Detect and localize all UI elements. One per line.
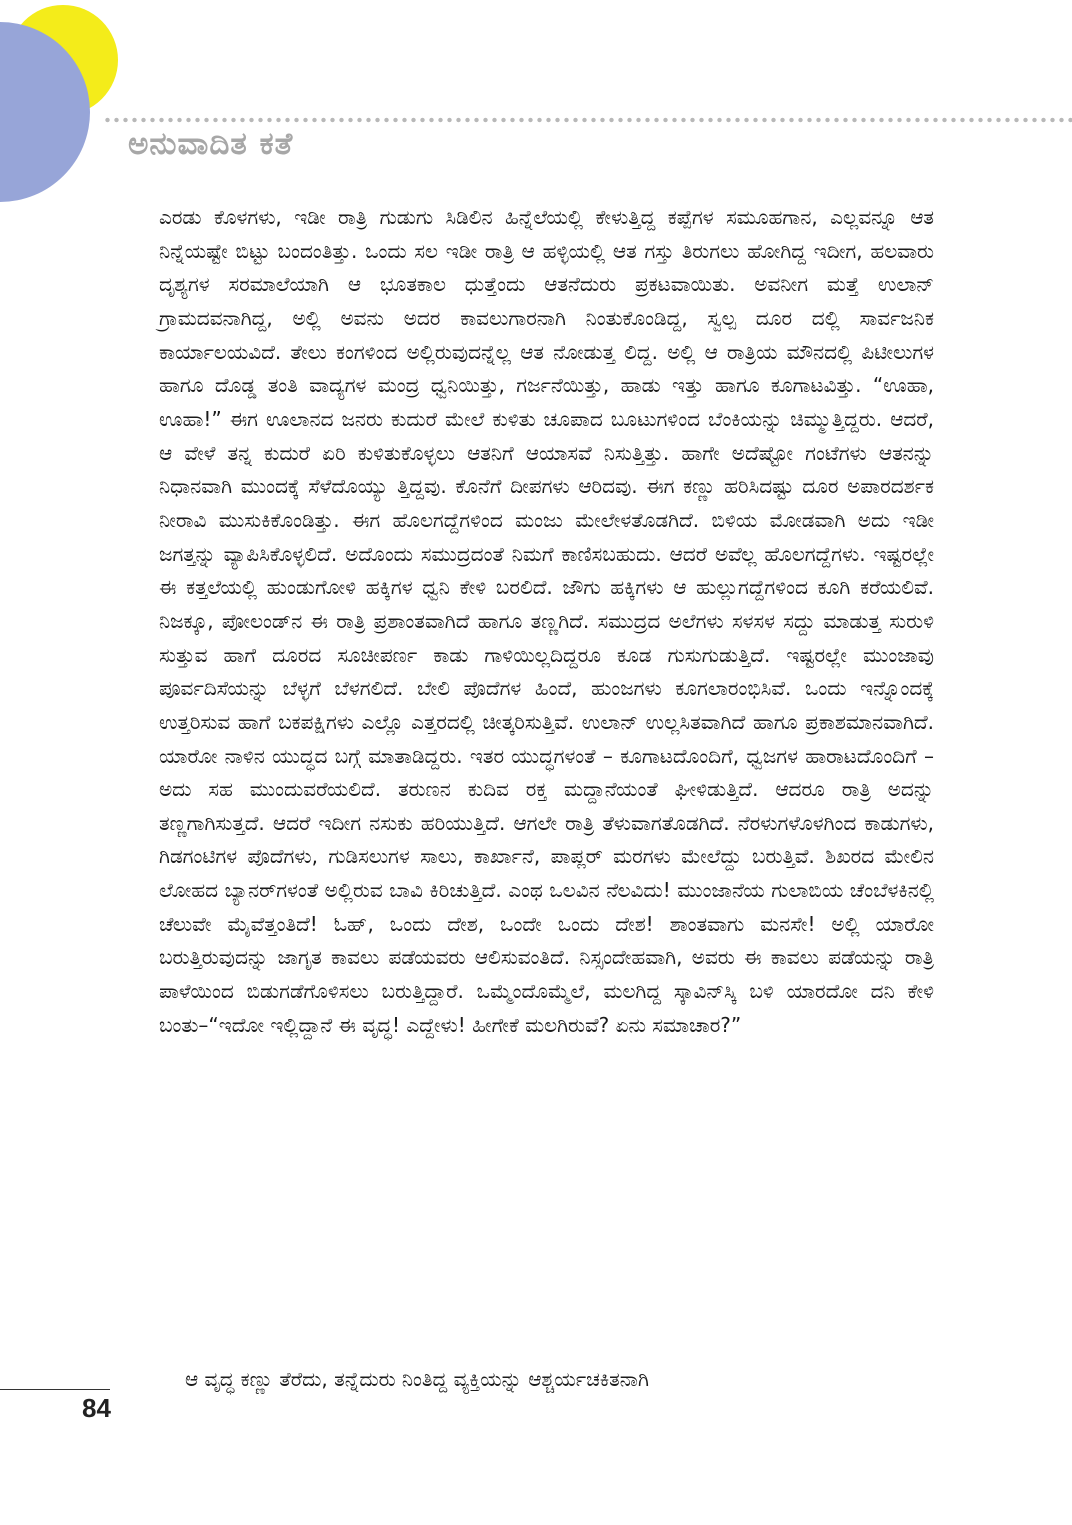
footer-rule <box>0 1389 110 1390</box>
dotted-rule <box>103 117 1072 123</box>
page-number: 84 <box>82 1393 111 1423</box>
story-paragraph: ಎರಡು ಕೊಳಗಳು, ಇಡೀ ರಾತ್ರಿ ಗುಡುಗು ಸಿಡಿಲಿನ ಹಿನ್ನೆಲೆಯಲ್ಲಿ ಕೇಳುತ್ತಿದ್ದ ಕಪ್ಪೆಗಳ ಸಮೂಹಗಾನ, ಎಲ್ಲವನ್ನೂ ಆತ ನಿನ್ನೆಯಷ್ಟೇ ಬಿಟ್ಟು ಬಂದಂತಿತ್ತು. ಒಂದು ಸಲ ಇಡೀ ರಾತ್ರಿ ಆ ಹಳ್ಳಿಯಲ್ಲಿ ಆತ ಗಸ್ತು ತಿರುಗಲು ಹೋಗಿದ್ದ ಇದೀಗ, ಹಲವಾರು ದೃಶ್ಯಗಳ ಸರಮಾಲೆಯಾಗಿ ಆ ಭೂತಕಾಲ ಧುತ್ತೆಂದು ಆತನೆದುರು ಪ್ರಕಟವಾಯಿತು. ಅವನೀಗ ಮತ್ತೆ ಉಲಾನ್ ಗ್ರಾಮದವನಾಗಿದ್ದ, ಅಲ್ಲಿ ಅವನು ಅದರ ಕಾವಲುಗಾರನಾಗಿ ನಿಂತುಕೊಂಡಿದ್ದ, ಸ್ವಲ್ಪ ದೂರ ದಲ್ಲಿ ಸಾರ್ವಜನಿಕ ಕಾರ್ಯಾಲಯವಿದೆ. ತೇಲು ಕಂಗಳಿಂದ ಅಲ್ಲಿರುವುದನ್ನೆಲ್ಲ ಆತ ನೋಡುತ್ತ ಲಿದ್ದ. ಅಲ್ಲಿ ಆ ರಾತ್ರಿಯ ಮೌನದಲ್ಲಿ ಪಿಟೀಲುಗಳ ಹಾಗೂ ದೊಡ್ಡ ತಂತಿ ವಾದ್ಯಗಳ ಮಂದ್ರ ಧ್ವನಿಯಿತ್ತು, ಗರ್ಜನೆಯಿತ್ತು, ಹಾಡು ಇತ್ತು ಹಾಗೂ ಕೂಗಾಟವಿತ್ತು. “ಊಹಾ, ಊಹಾ!” ಈಗ ಊಲಾನದ ಜನರು ಕುದುರೆ ಮೇಲೆ ಕುಳಿತು ಚೂಪಾದ ಬೂಟುಗಳಿಂದ ಬೆಂಕಿಯನ್ನು ಚಿಮ್ಮುತ್ತಿದ್ದರು. ಆದರೆ, ಆ ವೇಳೆ ತನ್ನ ಕುದುರೆ ಏರಿ ಕುಳಿತುಕೊಳ್ಳಲು ಆತನಿಗೆ ಆಯಾಸವೆ ನಿಸುತ್ತಿತ್ತು. ಹಾಗೇ ಅದೆಷ್ಟೋ ಗಂಟೆಗಳು ಆತನನ್ನು ನಿಧಾನವಾಗಿ ಮುಂದಕ್ಕೆ ಸೆಳೆದೊಯ್ಯು ತ್ತಿದ್ದವು. ಕೊನೆಗೆ ದೀಪಗಳು ಆರಿದವು. ಈಗ ಕಣ್ಣು ಹರಿಸಿದಷ್ಟು ದೂರ ಅಪಾರದರ್ಶಕ ನೀರಾವಿ ಮುಸುಕಿಕೊಂಡಿತ್ತು. ಈಗ ಹೊಲಗದ್ದೆಗಳಿಂದ ಮಂಜು ಮೇಲೇಳತೊಡಗಿದೆ. ಬಿಳಿಯ ಮೋಡವಾಗಿ ಅದು ಇಡೀ ಜಗತ್ತನ್ನು ವ್ಯಾಪಿಸಿಕೊಳ್ಳಲಿದೆ. ಅದೊಂದು ಸಮುದ್ರದಂತೆ ನಿಮಗೆ ಕಾಣಿಸಬಹುದು. ಆದರೆ ಅವೆಲ್ಲ ಹೊಲಗದ್ದೆಗಳು. ಇಷ್ಟರಲ್ಲೇ ಈ ಕತ್ತಲೆಯಲ್ಲಿ ಹುಂಡುಗೋಳಿ ಹಕ್ಕಿಗಳ ಧ್ವನಿ ಕೇಳಿ ಬರಲಿದೆ. ಜೌಗು ಹಕ್ಕಿಗಳು ಆ ಹುಲ್ಲುಗದ್ದೆಗಳಿಂದ ಕೂಗಿ ಕರೆಯಲಿವೆ. ನಿಜಕ್ಕೂ, ಪೋಲಂಡ್‌ನ ಈ ರಾತ್ರಿ ಪ್ರಶಾಂತವಾಗಿದೆ ಹಾಗೂ ತಣ್ಣಗಿದೆ. ಸಮುದ್ರದ ಅಲೆಗಳು ಸಳಸಳ ಸದ್ದು ಮಾಡುತ್ತ ಸುರುಳಿ ಸುತ್ತುವ ಹಾಗೆ ದೂರದ ಸೂಚೀಪರ್ಣ ಕಾಡು ಗಾಳಿಯಿಲ್ಲದಿದ್ದರೂ ಕೂಡ ಗುಸುಗುಡುತ್ತಿದೆ. ಇಷ್ಟರಲ್ಲೇ ಮುಂಜಾವು ಪೂರ್ವದಿಸೆಯನ್ನು ಬೆಳ್ಳಗೆ ಬೆಳಗಲಿದೆ. ಬೇಲಿ ಪೊದೆಗಳ ಹಿಂದೆ, ಹುಂಜಗಳು ಕೂಗಲಾರಂಭಿಸಿವೆ. ಒಂದು ಇನ್ನೊಂದಕ್ಕೆ ಉತ್ತರಿಸುವ ಹಾಗೆ ಬಕಪಕ್ಷಿಗಳು ಎಲ್ಲೊ ಎತ್ತರದಲ್ಲಿ ಚೀತ್ಕರಿಸುತ್ತಿವೆ. ಉಲಾನ್ ಉಲ್ಲಸಿತವಾಗಿದೆ ಹಾಗೂ ಪ್ರಕಾಶಮಾನವಾಗಿದೆ. ಯಾರೋ ನಾಳಿನ ಯುದ್ಧದ ಬಗ್ಗೆ ಮಾತಾಡಿದ್ದರು. ಇತರ ಯುದ್ಧಗಳಂತೆ – ಕೂಗಾಟದೊಂದಿಗೆ, ಧ್ವಜಗಳ ಹಾರಾಟದೊಂದಿಗೆ – ಅದು ಸಹ ಮುಂದುವರೆಯಲಿದೆ. ತರುಣನ ಕುದಿವ ರಕ್ತ ಮದ್ದಾನೆಯಂತೆ ಘೀಳಿಡುತ್ತಿದೆ. ಆದರೂ ರಾತ್ರಿ ಅದನ್ನು ತಣ್ಣಗಾಗಿಸುತ್ತದೆ. ಆದರೆ ಇದೀಗ ನಸುಕು ಹರಿಯುತ್ತಿದೆ. ಆಗಲೇ ರಾತ್ರಿ ತೆಳುವಾಗತೊಡಗಿದೆ. ನೆರಳುಗಳೊಳಗಿಂದ ಕಾಡುಗಳು, ಗಿಡಗಂಟಿಗಳ ಪೊದೆಗಳು, ಗುಡಿಸಲುಗಳ ಸಾಲು, ಕಾರ್ಖಾನೆ, ಪಾಪ್ಲರ್ ಮರಗಳು ಮೇಲೆದ್ದು ಬರುತ್ತಿವೆ. ಶಿಖರದ ಮೇಲಿನ ಲೋಹದ ಬ್ಯಾನರ್‌ಗಳಂತೆ ಅಲ್ಲಿರುವ ಬಾವಿ ಕಿರಿಚುತ್ತಿದೆ. ಎಂಥ ಒಲವಿನ ನೆಲವಿದು! ಮುಂಜಾನೆಯ ಗುಲಾಬಿಯ ಚೆಂಬೆಳಕಿನಲ್ಲಿ ಚೆಲುವೇ ಮೈವೆತ್ತಂತಿದೆ! ಓಹ್, ಒಂದು ದೇಶ, ಒಂದೇ ಒಂದು ದೇಶ! ಶಾಂತವಾಗು ಮನಸೇ! ಅಲ್ಲಿ ಯಾರೋ ಬರುತ್ತಿರುವುದನ್ನು ಜಾಗೃತ ಕಾವಲು ಪಡೆಯವರು ಆಲಿಸುವಂತಿದೆ. ನಿಸ್ಸಂದೇಹವಾಗಿ, ಅವರು ಈ ಕಾವಲು ಪಡೆಯನ್ನು ರಾತ್ರಿ ಪಾಳೆಯಿಂದ ಬಿಡುಗಡೆಗೊಳಿಸಲು ಬರುತ್ತಿದ್ದಾರೆ. ಒಮ್ಮೆಂದೊಮ್ಮೆಲೆ, ಮಲಗಿದ್ದ ಸ್ಕಾವಿನ್‌ಸ್ಕಿ ಬಳಿ ಯಾರದೋ ದನಿ ಕೇಳಿ ಬಂತು–“ಇದೋ ಇಲ್ಲಿದ್ದಾನೆ ಈ ವೃದ್ಧ! ಎದ್ದೇಳು! ಹೀಗೇಕೆ ಮಲಗಿರುವೆ? ಏನು ಸಮಾಚಾರ?” <box>159 205 935 1037</box>
story-paragraph-continuation: ಆ ವೃದ್ಧ ಕಣ್ಣು ತೆರೆದು, ತನ್ನೆದುರು ನಿಂತಿದ್ದ ವ್ಯಕ್ತಿಯನ್ನು ಆಶ್ಚರ್ಯಚಕಿತನಾಗಿ <box>185 1367 649 1391</box>
corner-decoration <box>0 0 130 215</box>
section-title: ಅನುವಾದಿತ ಕತೆ <box>128 126 294 162</box>
